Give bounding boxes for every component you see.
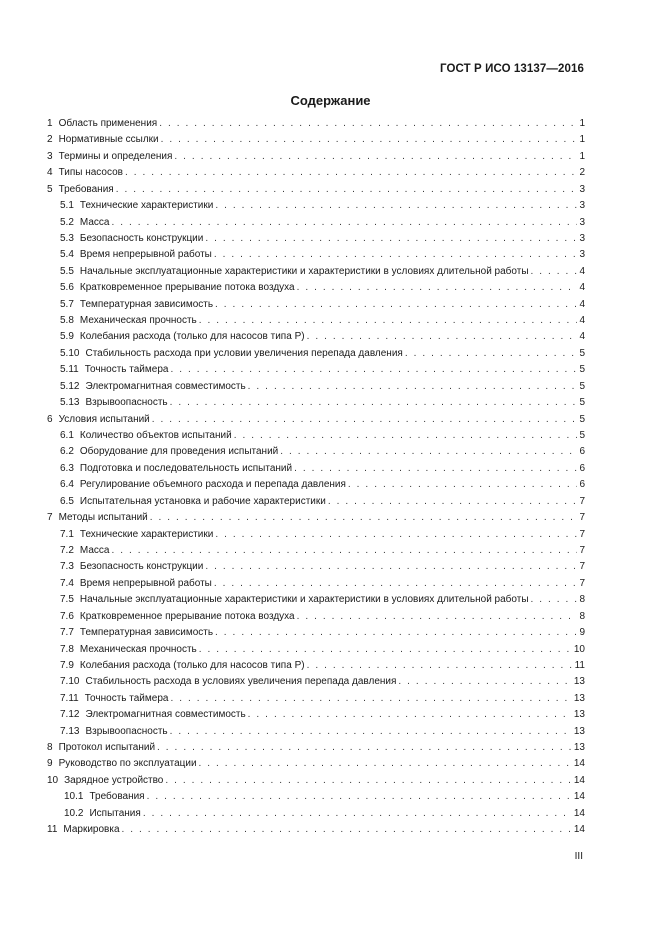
toc-entry-label: Условия испытаний: [58, 413, 150, 425]
toc-entry-number: 7.4: [60, 577, 74, 589]
toc-entry[interactable]: [47, 247, 585, 263]
toc-entry-number: 9: [47, 758, 53, 770]
page-folio: III: [574, 851, 583, 862]
toc-entry-number: 5.6: [60, 282, 74, 294]
toc-entry[interactable]: [47, 494, 585, 510]
toc-entry-number: 5.3: [60, 232, 74, 244]
toc-entry-label: Безопасность конструкции: [79, 561, 204, 573]
table-of-contents: [47, 116, 585, 839]
toc-entry[interactable]: [47, 362, 585, 378]
toc-leader-dots: [405, 346, 578, 362]
toc-leader-dots: [248, 379, 578, 395]
toc-leader-dots: [199, 642, 572, 658]
toc-entry[interactable]: [47, 592, 585, 608]
toc-entry[interactable]: [47, 215, 585, 231]
toc-leader-dots: [150, 510, 578, 526]
toc-entry-number: 5.7: [60, 298, 74, 310]
toc-leader-dots: [125, 165, 577, 181]
toc-entry-number: 2: [47, 134, 53, 146]
toc-entry-number: 7.13: [60, 725, 80, 737]
toc-entry-label: Нормативные ссылки: [58, 134, 159, 146]
toc-entry-number: 7.8: [60, 643, 74, 655]
toc-entry-page: 14: [573, 758, 585, 770]
toc-leader-dots: [294, 461, 577, 477]
toc-leader-dots: [307, 329, 578, 345]
toc-entry-page: 7: [579, 528, 585, 540]
toc-entry-number: 7.11: [60, 692, 79, 704]
toc-leader-dots: [147, 789, 572, 805]
toc-entry-page: 2: [579, 167, 585, 179]
toc-entry-label: Технические характеристики: [79, 200, 214, 212]
toc-entry-number: 5.11: [60, 364, 79, 376]
toc-leader-dots: [111, 543, 577, 559]
toc-entry-page: 14: [573, 807, 585, 819]
toc-entry-number: 5.13: [60, 397, 80, 409]
toc-entry-page: 4: [579, 282, 585, 294]
toc-entry-number: 10: [47, 774, 59, 786]
toc-entry-page: 14: [573, 774, 585, 786]
toc-entry[interactable]: [47, 625, 585, 641]
toc-entry-page: 5: [579, 380, 585, 392]
toc-entry[interactable]: [47, 642, 585, 658]
toc-leader-dots: [328, 494, 578, 510]
toc-entry-number: 7.1: [60, 528, 74, 540]
toc-entry[interactable]: [47, 412, 585, 428]
toc-entry-number: 6.5: [60, 495, 74, 507]
toc-entry-label: Количество объектов испытаний: [79, 430, 232, 442]
toc-leader-dots: [215, 297, 577, 313]
toc-entry-label: Точность таймера: [84, 364, 169, 376]
toc-leader-dots: [122, 822, 572, 838]
toc-entry-label: Точность таймера: [84, 692, 169, 704]
toc-leader-dots: [170, 691, 571, 707]
toc-entry[interactable]: [47, 231, 585, 247]
toc-leader-dots: [157, 740, 572, 756]
toc-entry-label: Кратковременное прерывание потока воздуха: [79, 282, 295, 294]
toc-entry-page: 9: [579, 627, 585, 639]
toc-entry-page: 6: [579, 479, 585, 491]
toc-entry-number: 7.3: [60, 561, 74, 573]
toc-leader-dots: [215, 527, 577, 543]
toc-entry-page: 5: [579, 347, 585, 359]
toc-entry[interactable]: [47, 789, 585, 805]
toc-entry-label: Методы испытаний: [58, 512, 148, 524]
toc-leader-dots: [170, 395, 578, 411]
toc-leader-dots: [170, 724, 572, 740]
toc-entry[interactable]: [47, 379, 585, 395]
toc-entry-page: 13: [573, 692, 585, 704]
toc-entry-number: 5.12: [60, 380, 80, 392]
toc-entry-number: 10.2: [64, 807, 84, 819]
toc-leader-dots: [161, 132, 578, 148]
toc-entry-label: Время непрерывной работы: [79, 249, 212, 261]
toc-entry-number: 10.1: [64, 791, 84, 803]
toc-entry-number: 5.1: [60, 200, 74, 212]
toc-entry[interactable]: [47, 477, 585, 493]
toc-entry-label: Руководство по эксплуатации: [58, 758, 197, 770]
toc-entry[interactable]: [47, 543, 585, 559]
page-title: Содержание: [290, 93, 371, 108]
toc-entry-page: 1: [579, 134, 585, 146]
toc-entry-page: 7: [579, 561, 585, 573]
toc-entry-label: Электромагнитная совместимость: [85, 380, 246, 392]
toc-entry[interactable]: [47, 740, 585, 756]
toc-entry[interactable]: [47, 428, 585, 444]
toc-entry[interactable]: [47, 132, 585, 148]
toc-entry-number: 11: [47, 824, 58, 836]
toc-entry-page: 13: [573, 742, 585, 754]
toc-entry-page: 3: [579, 183, 585, 195]
toc-entry-label: Стабильность расхода при условии увеличения перепада давления: [85, 347, 403, 359]
toc-entry-label: Зарядное устройство: [64, 774, 164, 786]
toc-entry-number: 7.9: [60, 659, 74, 671]
toc-entry-label: Электромагнитная совместимость: [85, 709, 246, 721]
toc-leader-dots: [297, 280, 578, 296]
toc-entry-number: 6.3: [60, 462, 74, 474]
toc-entry-page: 11: [574, 659, 585, 671]
toc-entry[interactable]: [47, 674, 585, 690]
toc-entry-page: 7: [579, 577, 585, 589]
toc-entry-label: Требования: [89, 791, 145, 803]
toc-leader-dots: [234, 428, 578, 444]
toc-entry-page: 4: [579, 315, 585, 327]
toc-entry-number: 8: [47, 742, 53, 754]
toc-entry-label: Механическая прочность: [79, 643, 197, 655]
toc-entry-number: 1: [47, 118, 53, 129]
toc-entry[interactable]: [47, 182, 585, 198]
standard-designation: ГОСТ Р ИСО 13137—2016: [439, 63, 584, 75]
toc-entry-number: 7.10: [60, 676, 80, 688]
toc-leader-dots: [205, 559, 577, 575]
toc-entry-page: 14: [573, 824, 585, 836]
toc-entry[interactable]: [47, 461, 585, 477]
toc-leader-dots: [280, 444, 577, 460]
toc-entry[interactable]: [47, 264, 585, 280]
toc-entry-page: 4: [579, 265, 585, 277]
toc-entry-label: Кратковременное прерывание потока воздуха: [79, 610, 295, 622]
toc-leader-dots: [205, 231, 577, 247]
toc-entry[interactable]: [47, 510, 585, 526]
toc-entry-number: 6.2: [60, 446, 74, 458]
toc-leader-dots: [348, 477, 578, 493]
toc-entry-number: 7.6: [60, 610, 74, 622]
toc-leader-dots: [214, 576, 578, 592]
toc-entry[interactable]: [47, 329, 585, 345]
toc-entry[interactable]: [47, 576, 585, 592]
toc-entry-label: Масса: [79, 216, 110, 228]
toc-entry-label: Температурная зависимость: [79, 298, 214, 310]
toc-leader-dots: [531, 264, 578, 280]
toc-leader-dots: [174, 149, 577, 165]
toc-entry[interactable]: [47, 297, 585, 313]
toc-entry[interactable]: [47, 313, 585, 329]
toc-entry-label: Оборудование для проведения испытаний: [79, 446, 279, 458]
toc-leader-dots: [297, 609, 578, 625]
toc-leader-dots: [307, 658, 573, 674]
toc-entry-label: Начальные эксплуатационные характеристики и характеристики в условиях длительной работы: [79, 265, 529, 277]
toc-entry-page: 13: [573, 676, 585, 688]
toc-entry-page: 14: [573, 791, 585, 803]
toc-entry-page: 3: [579, 249, 585, 261]
toc-leader-dots: [214, 247, 578, 263]
toc-entry[interactable]: [47, 165, 585, 181]
toc-entry-page: 10: [573, 643, 585, 655]
toc-entry[interactable]: [47, 609, 585, 625]
toc-entry-number: 7.7: [60, 627, 74, 639]
toc-entry[interactable]: [47, 773, 585, 789]
toc-entry-page: 3: [579, 216, 585, 228]
toc-leader-dots: [531, 592, 578, 608]
toc-leader-dots: [170, 362, 577, 378]
toc-entry-label: Типы насосов: [58, 167, 123, 179]
toc-entry[interactable]: [47, 527, 585, 543]
toc-entry-page: 3: [579, 200, 585, 212]
toc-leader-dots: [215, 625, 577, 641]
toc-entry-number: 7.12: [60, 709, 80, 721]
toc-entry-label: Безопасность конструкции: [79, 232, 204, 244]
toc-entry-page: 3: [579, 232, 585, 244]
toc-entry-number: 6.1: [60, 430, 74, 442]
toc-entry[interactable]: [47, 806, 585, 822]
toc-entry-page: 6: [579, 462, 585, 474]
toc-entry-page: 13: [573, 709, 585, 721]
toc-entry-page: 7: [579, 495, 585, 507]
toc-entry-number: 5.5: [60, 265, 74, 277]
toc-entry-number: 6.4: [60, 479, 74, 491]
toc-entry-label: Регулирование объемного расхода и перепада давления: [79, 479, 346, 491]
toc-entry-number: 4: [47, 167, 53, 179]
toc-entry[interactable]: [47, 658, 585, 674]
toc-entry-number: 7.5: [60, 594, 74, 606]
toc-entry-page: 5: [579, 430, 585, 442]
toc-entry-page: 5: [579, 397, 585, 409]
toc-entry-page: 5: [579, 364, 585, 376]
toc-entry-label: Стабильность расхода в условиях увеличения перепада давления: [85, 676, 397, 688]
toc-leader-dots: [165, 773, 572, 789]
toc-entry-number: 3: [47, 150, 53, 162]
toc-entry-label: Начальные эксплуатационные характеристики и характеристики в условиях длительной работы: [79, 594, 529, 606]
toc-entry-number: 5.4: [60, 249, 74, 261]
toc-entry-page: 4: [579, 331, 585, 343]
toc-entry-label: Взрывоопасность: [85, 397, 168, 409]
toc-leader-dots: [199, 313, 578, 329]
toc-entry[interactable]: [47, 346, 585, 362]
toc-entry[interactable]: [47, 149, 585, 165]
toc-leader-dots: [143, 806, 572, 822]
toc-entry-label: Колебания расхода (только для насосов типа Р): [79, 331, 305, 343]
toc-entry[interactable]: [47, 707, 585, 723]
toc-entry-page: 8: [579, 610, 585, 622]
toc-leader-dots: [199, 756, 572, 772]
toc-entry-page: 8: [579, 594, 585, 606]
toc-entry-number: 5.9: [60, 331, 74, 343]
toc-entry[interactable]: [47, 822, 585, 838]
toc-entry-number: 6: [47, 413, 53, 425]
toc-entry-page: 4: [579, 298, 585, 310]
toc-entry-label: Механическая прочность: [79, 315, 197, 327]
toc-entry-label: Требования: [58, 183, 114, 195]
toc-leader-dots: [248, 707, 572, 723]
toc-entry-label: Подготовка и последовательность испытаний: [79, 462, 293, 474]
toc-entry-label: Технические характеристики: [79, 528, 214, 540]
toc-entry-label: Испытательная установка и рабочие характеристики: [79, 495, 326, 507]
toc-leader-dots: [152, 412, 578, 428]
toc-leader-dots: [116, 182, 578, 198]
toc-entry-page: 1: [579, 150, 585, 162]
toc-entry-page: 5: [579, 413, 585, 425]
toc-entry-label: Температурная зависимость: [79, 627, 214, 639]
toc-entry[interactable]: [47, 444, 585, 460]
toc-entry-page: 7: [579, 512, 585, 524]
toc-leader-dots: [111, 215, 577, 231]
toc-entry-page: 13: [573, 725, 585, 737]
toc-entry-label: Область применения: [58, 118, 158, 129]
toc-entry-label: Испытания: [89, 807, 141, 819]
toc-entry-label: Протокол испытаний: [58, 742, 156, 754]
toc-entry-label: Термины и определения: [58, 150, 173, 162]
toc-entry-label: Взрывоопасность: [85, 725, 168, 737]
toc-entry-number: 5: [47, 183, 53, 195]
toc-entry[interactable]: [47, 756, 585, 772]
toc-entry-label: Маркировка: [63, 824, 120, 836]
toc-entry-number: 5.10: [60, 347, 80, 359]
toc-entry[interactable]: [47, 395, 585, 411]
toc-entry[interactable]: [47, 116, 585, 132]
toc-entry[interactable]: [47, 724, 585, 740]
toc-leader-dots: [215, 198, 577, 214]
toc-entry-page: 6: [579, 446, 585, 458]
toc-leader-dots: [398, 674, 571, 690]
toc-entry[interactable]: [47, 559, 585, 575]
toc-entry-number: 7.2: [60, 544, 74, 556]
toc-leader-dots: [159, 116, 577, 132]
toc-entry-page: 1: [579, 118, 585, 129]
toc-entry-page: 7: [579, 544, 585, 556]
toc-entry-number: 7: [47, 512, 53, 524]
toc-entry-label: Масса: [79, 544, 110, 556]
toc-entry[interactable]: [47, 280, 585, 296]
toc-entry-number: 5.8: [60, 315, 74, 327]
toc-entry-number: 5.2: [60, 216, 74, 228]
toc-entry-label: Время непрерывной работы: [79, 577, 212, 589]
toc-entry[interactable]: [47, 198, 585, 214]
toc-entry[interactable]: [47, 691, 585, 707]
toc-entry-label: Колебания расхода (только для насосов типа Р): [79, 659, 305, 671]
